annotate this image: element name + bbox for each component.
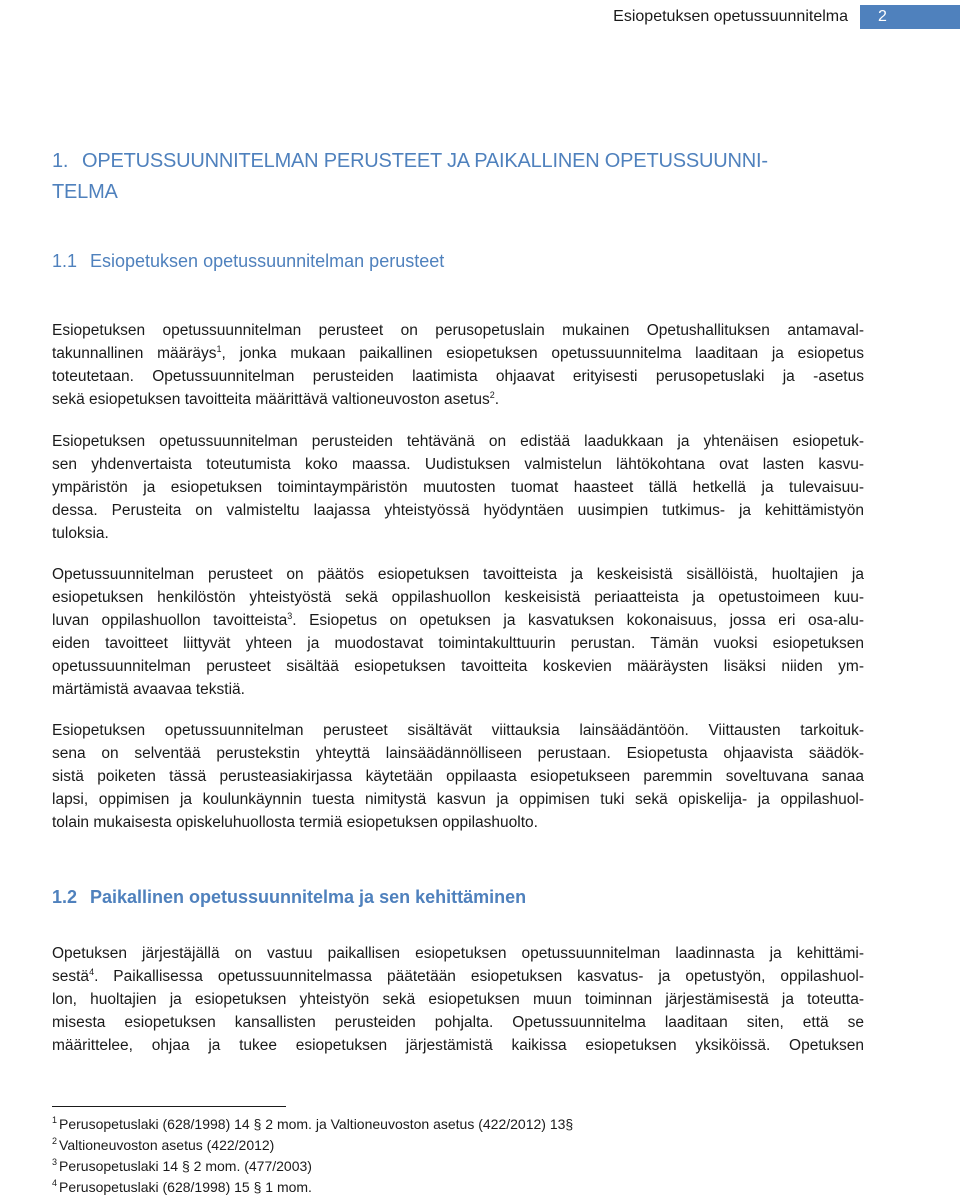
paragraph <box>52 719 864 834</box>
footnote <box>52 1156 852 1177</box>
paragraph-line: opetussuunnitelman perusteet sisältää esiopetuksen tavoitteita koskevien määräysten lisäksi niiden ym- <box>52 658 864 675</box>
text-segment: takunnallinen määräys <box>52 345 217 362</box>
footnote-mark: 3 <box>52 1157 58 1168</box>
footnote-text: Perusopetuslaki (628/1998) 14 § 2 mom. ja Valtioneuvoston asetus (422/2012) 13§ <box>59 1116 574 1132</box>
footnote <box>52 1177 852 1198</box>
paragraph-line: Esiopetuksen opetussuunnitelman perusteiden tehtävänä on edistää laadukkaan ja yhtenäisen esiopetuk- <box>52 433 864 450</box>
chapter-heading-line-1 <box>52 146 852 177</box>
paragraph-line: märtämistä avaavaa tekstiä. <box>52 681 245 698</box>
chapter-heading <box>52 146 852 208</box>
text-segment: luvan oppilashuollon tavoitteista <box>52 612 288 629</box>
chapter-title-part-2: TELMA <box>52 181 118 203</box>
text-segment: , jonka mukaan paikallinen esiopetuksen opetussuunnitelma laaditaan ja esiopetus <box>221 345 864 362</box>
paragraph-line: määrittelee, ohjaa ja tukee esiopetuksen järjestämistä kaikissa esiopetuksen yksiköissä. Opetuksen <box>52 1037 864 1054</box>
footnote-mark: 1 <box>52 1115 58 1126</box>
paragraph-line: dessa. Perusteita on valmisteltu laajassa yhteistyössä hyödyntäen uusimpien tutkimus- ja kehittämistyön <box>52 502 864 519</box>
paragraph-line: tuloksia. <box>52 525 109 542</box>
paragraph-line: Opetuksen järjestäjällä on vastuu paikallisen esiopetuksen opetussuunnitelman laadinnasta ja kehittämi- <box>52 945 864 962</box>
footnote <box>52 1135 852 1156</box>
page-header <box>0 5 960 29</box>
footnote-reference[interactable]: 1 <box>216 343 222 354</box>
paragraph <box>52 430 864 545</box>
footnote-text: Perusopetuslaki (628/1998) 15 § 1 mom. <box>59 1179 312 1195</box>
text-segment: . <box>494 391 500 408</box>
footnote <box>52 1114 852 1135</box>
paragraph-line: lapsi, oppimisen ja koulunkäynnin tuesta nimitystä kasvun ja oppimisen tuki sekä opiskelija- ja oppilashuol- <box>52 791 864 808</box>
paragraph-line <box>52 388 864 411</box>
footnote-text: Valtioneuvoston asetus (422/2012) <box>59 1137 275 1153</box>
footnote-separator <box>52 1106 286 1107</box>
text-segment: . Esiopetus on opetuksen ja kasvatuksen kokonaisuus, jossa eri osa-alu- <box>292 612 864 629</box>
paragraph-line: Esiopetuksen opetussuunnitelman perusteet sisältävät viittauksia lainsäädäntöön. Viittausten tarkoituk- <box>52 722 864 739</box>
page-number-box <box>860 5 960 29</box>
paragraph <box>52 563 864 701</box>
paragraph-line: Opetussuunnitelman perusteet on päätös esiopetuksen tavoitteista ja keskeisistä sisällöistä, huoltajien ja <box>52 566 864 583</box>
section-heading-1-1 <box>52 250 444 272</box>
paragraph-line: lon, huoltajien ja esiopetuksen yhteistyön sekä esiopetuksen muun toiminnan järjestämisestä ja toteutta- <box>52 991 864 1008</box>
paragraph-line: tolain mukaisesta opiskeluhuollosta termiä esiopetuksen oppilashuolto. <box>52 814 538 831</box>
section-number: 1.1 <box>52 251 78 271</box>
page-number: 2 <box>878 8 887 25</box>
paragraph-line: sen yhdenvertaista toteutumista koko maassa. Uudistuksen valmistelun lähtökohtana ovat lasten kasvu- <box>52 456 864 473</box>
section-number: 1.2 <box>52 887 78 907</box>
footnote-mark: 4 <box>52 1178 58 1189</box>
chapter-title-part-1: OPETUSSUUNNITELMAN PERUSTEET JA PAIKALLINEN OPETUSSUUNNI- <box>82 150 768 172</box>
footnote-reference[interactable]: 4 <box>89 966 95 977</box>
paragraph <box>52 319 864 411</box>
footnote-mark: 2 <box>52 1136 58 1147</box>
paragraph-line: toteutetaan. Opetussuunnitelman perusteiden laatimista ohjaavat erityisesti perusopetuslaki ja -asetus <box>52 368 864 385</box>
paragraph-line: ympäristön ja esiopetuksen toimintaympäristön muutosten tuomat haasteet tällä hetkellä ja tulevaisuu- <box>52 479 864 496</box>
footnote-reference[interactable]: 2 <box>489 389 495 400</box>
chapter-number: 1. <box>52 150 69 172</box>
paragraph-line <box>52 342 864 365</box>
paragraph <box>52 942 864 1057</box>
paragraph-line: misesta esiopetuksen kansallisten perusteiden pohjalta. Opetussuunnitelma laaditaan siten, että se <box>52 1014 864 1031</box>
footnote-reference[interactable]: 3 <box>287 610 293 621</box>
paragraph-line <box>52 965 864 988</box>
section-title: Esiopetuksen opetussuunnitelman perusteet <box>90 251 445 271</box>
paragraph-line: Esiopetuksen opetussuunnitelman perusteet on perusopetuslain mukainen Opetushallituksen antamaval- <box>52 322 864 339</box>
text-segment: sestä <box>52 968 90 985</box>
section-heading-1-2 <box>52 886 526 908</box>
paragraph-line: eiden tavoitteet liittyvät yhteen ja muodostavat toimintakulttuurin perustan. Tämän vuoksi esiopetuksen <box>52 635 864 652</box>
paragraph-line <box>52 609 864 632</box>
paragraph-line: sistä poiketen tässä perusteasiakirjassa käytetään oppilaasta esiopetukseen paremmin soveltuvana sanaa <box>52 768 864 785</box>
text-segment: sekä esiopetuksen tavoitteita määrittävä valtioneuvoston asetus <box>52 391 490 408</box>
header-document-title: Esiopetuksen opetussuunnitelma <box>613 8 848 25</box>
footnote-text: Perusopetuslaki 14 § 2 mom. (477/2003) <box>59 1158 312 1174</box>
footnotes <box>52 1114 852 1198</box>
section-title: Paikallinen opetussuunnitelma ja sen kehittäminen <box>90 887 527 907</box>
paragraph-line: sena on selventää perustekstin yhteyttä lainsäädännölliseen perustaan. Esiopetusta ohjaavista säädök- <box>52 745 864 762</box>
text-segment: . Paikallisessa opetussuunnitelmassa päätetään esiopetuksen kasvatus- ja opetustyön, oppilashuol- <box>94 968 864 985</box>
paragraph-line: esiopetuksen henkilöstön yhteistyöstä sekä oppilashuollon keskeisistä periaatteista ja opetustoimeen kuu- <box>52 589 864 606</box>
